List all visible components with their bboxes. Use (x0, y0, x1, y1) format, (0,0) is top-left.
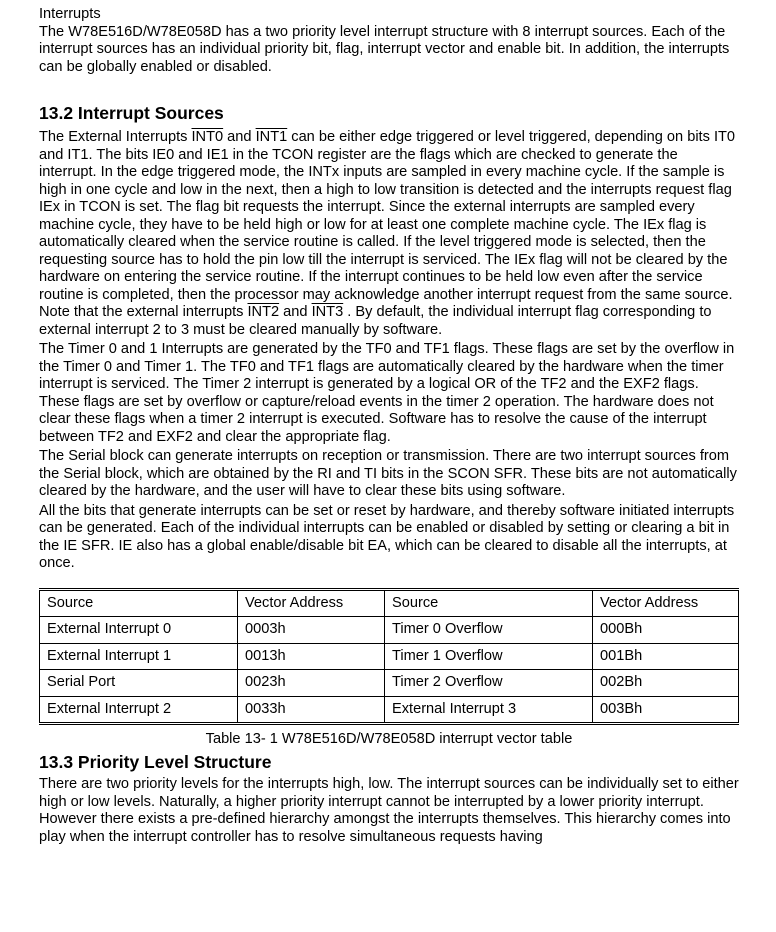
table-cell: 000Bh (593, 617, 739, 644)
table-cell: External Interrupt 2 (40, 696, 238, 724)
table-cell: 003Bh (593, 696, 739, 724)
table-cell: 001Bh (593, 643, 739, 670)
table-cell: External Interrupt 3 (385, 696, 593, 724)
timer-interrupts-paragraph: The Timer 0 and 1 Interrupts are generated by the TF0 and TF1 flags. These flags are set by the overflow in the Timer 0 and Timer 1. The TF0 and TF1 flags are automatically cleared by the hardware when the timer interrupt is serviced. The Timer 2 interrupt is generated by a logical OR of the TF2 and the EXF2 flags. These flags are set by overflow or capture/reload events in the timer 2 operation. The hardware does not clear these flags when a timer 2 interrupt is executed. Software has to resolve the cause of the interrupt between TF2 and EXF2 and clear the appropriate flag. (39, 341, 735, 445)
document-page (39, 6, 739, 846)
table-cell: External Interrupt 0 (40, 617, 238, 644)
table-row (40, 696, 739, 724)
table-row (40, 643, 739, 670)
p1-text-b: and (223, 129, 256, 145)
table-caption: Table 13- 1 W78E516D/W78E058D interrupt vector table (205, 731, 573, 747)
table-cell: Timer 1 Overflow (385, 643, 593, 670)
section-title-priority-level-structure: 13.3 Priority Level Structure (39, 752, 272, 772)
section-title-interrupt-sources: 13.2 Interrupt Sources (39, 103, 224, 123)
int1-signal: INT1 (255, 129, 288, 145)
table-cell: 0023h (238, 670, 385, 697)
table-cell: Serial Port (40, 670, 238, 697)
intro-paragraph: The W78E516D/W78E058D has a two priority level interrupt structure with 8 interrupt sources. Each of the interrupt sources has an individual priority bit, flag, interrupt vector and enable bit. In addition, the interrupts can be globally enabled or disabled. (39, 23, 730, 75)
table-cell: Timer 2 Overflow (385, 670, 593, 697)
table-cell: External Interrupt 1 (40, 643, 238, 670)
table-header-cell: Source (40, 589, 238, 617)
p1-text-e: . By default, the individual interrupt flag corresponding to external interrupt 2 to 3 must be cleared manually by software. (39, 304, 712, 338)
table-row (40, 617, 739, 644)
table-header-row (40, 589, 739, 617)
table-header-cell: Vector Address (238, 589, 385, 617)
priority-levels-paragraph: There are two priority levels for the interrupts high, low. The interrupt sources can be individually set to either high or low levels. Naturally, a higher priority interrupt cannot be interrupted by a lower priority interrupt. However there exists a pre-defined hierarchy amongst the interrupts themselves. This hierarchy comes into play when the interrupt controller has to resolve simultaneous requests having (39, 776, 739, 845)
intro-heading: Interrupts (39, 6, 101, 22)
p1-text-c: can be either edge triggered or level triggered, depending on bits IT0 and IT1. The bits IE0 and IE1 in the TCON register are the flags which are checked to generate the interrupt. In the edge triggered mode, the INTx inputs are sampled in every machine cycle. If the sample is high in one cycle and low in the next, then a high to low transition is detected and the interrupts request flag IEx in TCON is set. The flag bit requests the interrupt. Since the external interrupts are sampled every machine cycle, they have to be held high or low for at least one complete machine cycle. The IEx flag is automatically cleared when the service routine is called. If the level triggered mode is selected, then the requesting source has to hold the pin low till the interrupt is serviced. The IEx flag will not be cleared by the hardware on entering the service routine. If the interrupt continues to be held low even after the service routine is completed, then the processor may acknowledge another interrupt request from the same source. Note that the external interrupts (39, 129, 736, 320)
p1-text-d: and (279, 304, 312, 320)
int2-signal: INT2 (247, 304, 280, 320)
interrupt-vector-table (39, 588, 739, 726)
int3-signal: INT3 (311, 304, 344, 320)
p1-text-a: The External Interrupts (39, 129, 192, 145)
table-cell: 002Bh (593, 670, 739, 697)
int0-signal: INT0 (191, 129, 224, 145)
table-cell: 0033h (238, 696, 385, 724)
table-header-cell: Source (385, 589, 593, 617)
serial-interrupts-paragraph: The Serial block can generate interrupts on reception or transmission. There are two interrupt sources from the Serial block, which are obtained by the RI and TI bits in the SCON SFR. These bits are not automatically cleared by the hardware, and the user will have to clear these bits using software. (39, 448, 737, 499)
table-cell: Timer 0 Overflow (385, 617, 593, 644)
table-row (40, 670, 739, 697)
external-interrupts-paragraph (39, 129, 739, 339)
table-cell: 0003h (238, 617, 385, 644)
table-cell: 0013h (238, 643, 385, 670)
software-interrupts-paragraph: All the bits that generate interrupts can be set or reset by hardware, and thereby software initiated interrupts can be generated. Each of the individual interrupts can be enabled or disabled by setting or clearing a bit in the IE SFR. IE also has a global enable/disable bit EA, which can be cleared to disable all the interrupts, at once. (39, 502, 735, 571)
table-header-cell: Vector Address (593, 589, 739, 617)
